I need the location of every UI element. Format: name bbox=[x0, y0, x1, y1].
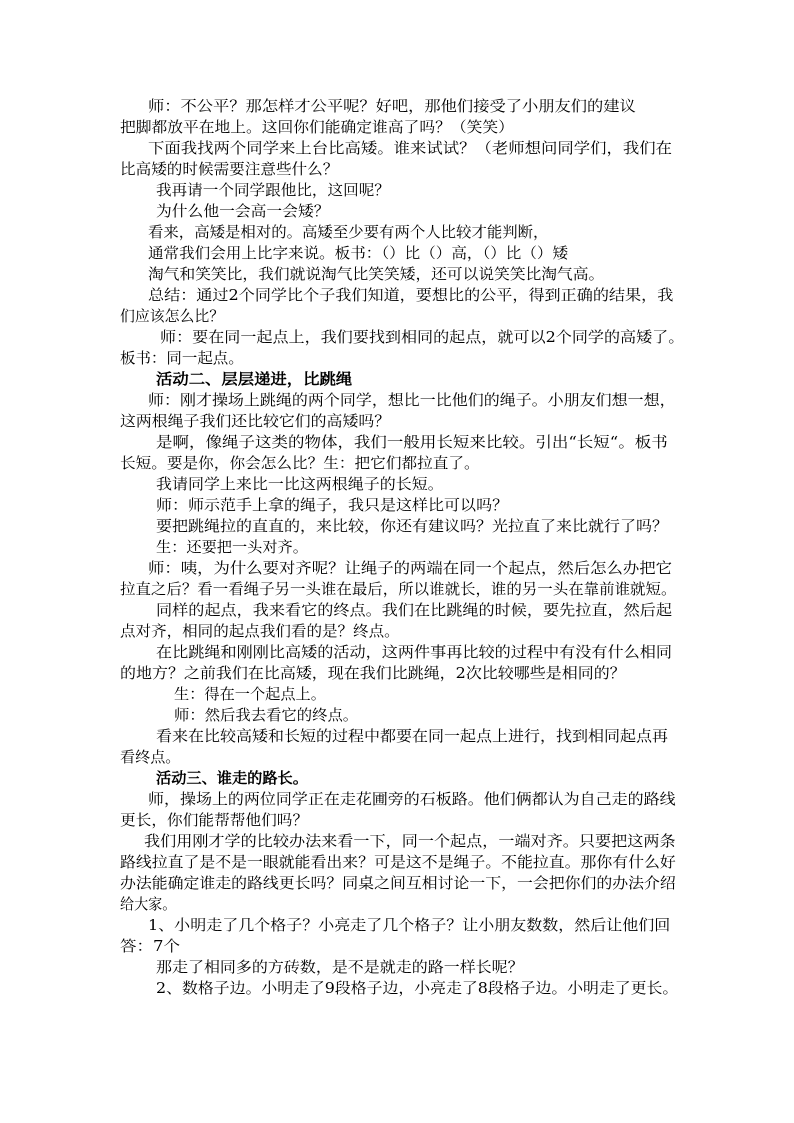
section-heading: 活动二、层层递进，比跳绳 bbox=[156, 371, 353, 388]
text-line: 那走了相同多的方砖数，是不是就走的路一样长呢？ bbox=[156, 959, 524, 976]
text-line: 我们用刚才学的比较办法来看一下，同一个起点，一端对齐。只要把这两条 bbox=[144, 833, 676, 850]
text-line: 师：咦，为什么要对齐呢？让绳子的两端在同一个起点，然后怎么办把它 bbox=[148, 560, 673, 577]
text-line: 在比跳绳和刚刚比高矮的活动，这两件事再比较的过程中有没有什么相同 bbox=[156, 644, 673, 661]
text-line: 师：刚才操场上跳绳的两个同学，想比一比他们的绳子。小朋友们想一想， bbox=[148, 392, 676, 409]
text-line: 办法能确定谁走的路线更长吗？同桌之间互相讨论一下，一会把你们的办法介绍 bbox=[120, 875, 676, 892]
text-line: 1、小明走了几个格子？小亮走了几个格子？让小朋友数数，然后让他们回 bbox=[148, 917, 671, 934]
text-line: 看来，高矮是相对的。高矮至少要有两个人比较才能判断， bbox=[148, 224, 549, 241]
text-line: 同样的起点，我来看它的终点。我们在比跳绳的时候，要先拉直，然后起 bbox=[156, 602, 673, 619]
text-line: 点对齐，相同的起点我们看的是？终点。 bbox=[120, 623, 400, 640]
text-line: 看终点。 bbox=[120, 749, 181, 766]
text-line: 更长，你们能帮帮他们吗？ bbox=[120, 812, 309, 829]
text-line: 答：7个 bbox=[120, 938, 181, 955]
text-line: 2、数格子边。小明走了9段格子边，小亮走了8段格子边。小明走了更长。 bbox=[156, 980, 679, 997]
text-line: 这两根绳子我们还比较它们的高矮吗？ bbox=[120, 413, 391, 430]
text-line: 师：要在同一起点上，我们要找到相同的起点，就可以2个同学的高矮了。 bbox=[160, 329, 685, 346]
text-line: 们应该怎么比？ bbox=[120, 308, 225, 325]
text-line: 师：师示范手上拿的绳子，我只是这样比可以吗？ bbox=[156, 497, 509, 514]
text-line: 要把跳绳拉的直直的，来比较，你还有建议吗？光拉直了来比就行了吗？ bbox=[156, 518, 669, 535]
text-line: 下面我找两个同学来上台比高矮。谁来试试？（老师想问同学们，我们在 bbox=[148, 140, 673, 157]
text-line: 通常我们会用上比字来说。板书：（）比（）高，（）比（）矮 bbox=[148, 245, 569, 262]
text-line: 总结：通过2个同学比个子我们知道，要想比的公平，得到正确的结果，我 bbox=[148, 287, 674, 304]
text-line: 看来在比较高矮和长短的过程中都要在同一起点上进行，找到相同起点再 bbox=[156, 728, 669, 745]
text-line: 生：得在一个起点上。 bbox=[174, 686, 326, 703]
text-line: 为什么他一会高一会矮？ bbox=[156, 203, 330, 220]
text-line: 我再请一个同学跟他比，这回呢？ bbox=[156, 182, 390, 199]
text-line: 板书：同一起点。 bbox=[120, 350, 244, 367]
text-line: 生：还要把一头对齐。 bbox=[156, 539, 308, 556]
text-line: 拉直之后？看一看绳子另一头谁在最后，所以谁就长，谁的另一头在靠前谁就短。 bbox=[120, 581, 677, 598]
text-line: 我请同学上来比一比这两根绳子的长短。 bbox=[156, 476, 444, 493]
text-line: 的地方？之前我们在比高矮，现在我们比跳绳，2次比较哪些是相同的？ bbox=[120, 665, 626, 682]
text-line: 路线拉直了是不是一眼就能看出来？可是这不是绳子。不能拉直。那你有什么好 bbox=[120, 854, 676, 871]
text-line: 师，操场上的两位同学正在走花圃旁的石板路。他们俩都认为自己走的路线 bbox=[148, 791, 676, 808]
text-line: 长短。要是你，你会怎么比？生：把它们都拉直了。 bbox=[120, 455, 480, 472]
text-line: 淘气和笑笑比，我们就说淘气比笑笑矮，还可以说笑笑比淘气高。 bbox=[148, 266, 605, 283]
text-line: 师：不公平？那怎样才公平呢？好吧，那他们接受了小朋友们的建议 bbox=[148, 98, 636, 115]
text-line: 比高矮的时候需要注意些什么？ bbox=[120, 161, 339, 178]
text-line: 是啊，像绳子这类的物体，我们一般用长短来比较。引出“长短“。板书 bbox=[156, 434, 668, 451]
text-line: 给大家。 bbox=[120, 896, 177, 913]
text-line: 把脚都放平在地上。这回你们能确定谁高了吗？（笑笑） bbox=[120, 119, 514, 136]
section-heading: 活动三、谁走的路长。 bbox=[156, 770, 308, 787]
text-line: 师：然后我去看它的终点。 bbox=[174, 707, 359, 724]
